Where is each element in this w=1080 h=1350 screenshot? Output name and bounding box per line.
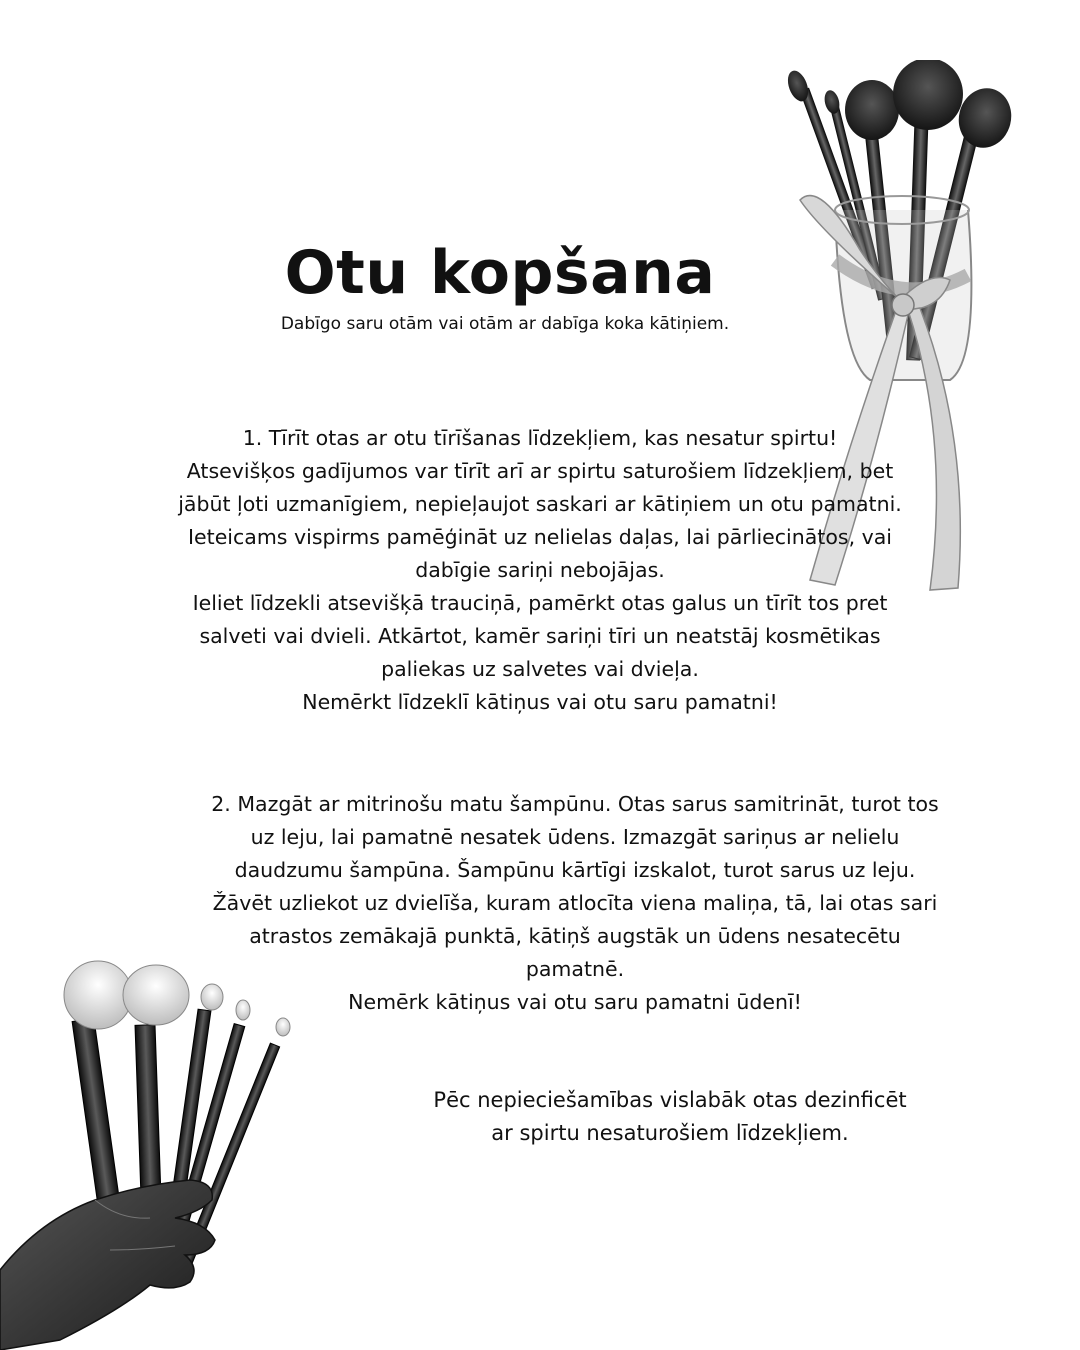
section-text-line: ar spirtu nesaturošiem līdzekļiem. [491,1121,849,1145]
section-text-line: 1. Tīrīt otas ar otu tīrīšanas līdzekļiem, kas nesatur spirtu! [242,426,838,450]
section-text-line: Ieliet līdzekli atsevišķā trauciņā, pamērkt otas galus un tīrīt tos pret [192,591,888,615]
disinfection-note [330,1084,1010,1150]
section-text-line: Pēc nepieciešamības vislabāk otas dezinficēt [433,1088,907,1112]
section-text-line: daudzumu šampūna. Šampūnu kārtīgi izskalot, turot sarus uz leju. [234,858,916,882]
section-text-line: jābūt ļoti uzmanīgiem, nepieļaujot saskari ar kātiņiem un otu pamatni. [178,492,902,516]
section-text-line: Žāvēt uzliekot uz dvielīša, kuram atlocīta viena maliņa, tā, lai otas sari [212,891,938,915]
section-text-line: salveti vai dvieli. Atkārtot, kamēr sariņi tīri un neatstāj kosmētikas [199,624,881,648]
section-text-line: pamatnē. [525,957,625,981]
cleaning-section [60,422,1020,719]
page-title: Otu kopšana [284,238,716,308]
section-text-line: Nemērkt līdzeklī kātiņus vai otu saru pamatni! [302,690,778,714]
washing-section [140,788,1010,1019]
section-text-line: dabīgie sariņi nebojājas. [415,558,665,582]
section-text-line: paliekas uz salvetes vai dvieļa. [381,657,699,681]
section-text-line: Atsevišķos gadījumos var tīrīt arī ar spirtu saturošiem līdzekļiem, bet [186,459,894,483]
section-text-line: atrastos zemākajā punktā, kātiņš augstāk un ūdens nesatecētu [249,924,901,948]
section-text-line: uz leju, lai pamatnē nesatek ūdens. Izmazgāt sariņus ar nelielu [250,825,900,849]
page-subtitle: Dabīgo saru otām vai otām ar dabīga koka kātiņiem. [280,314,730,334]
section-text-line: 2. Mazgāt ar mitrinošu matu šampūnu. Otas sarus samitrināt, turot tos [211,792,939,816]
section-text-line: Ieteicams vispirms pamēģināt uz nelielas daļas, lai pārliecinātos, vai [188,525,892,549]
section-text-line: Nemērk kātiņus vai otu saru pamatni ūdenī! [348,990,802,1014]
